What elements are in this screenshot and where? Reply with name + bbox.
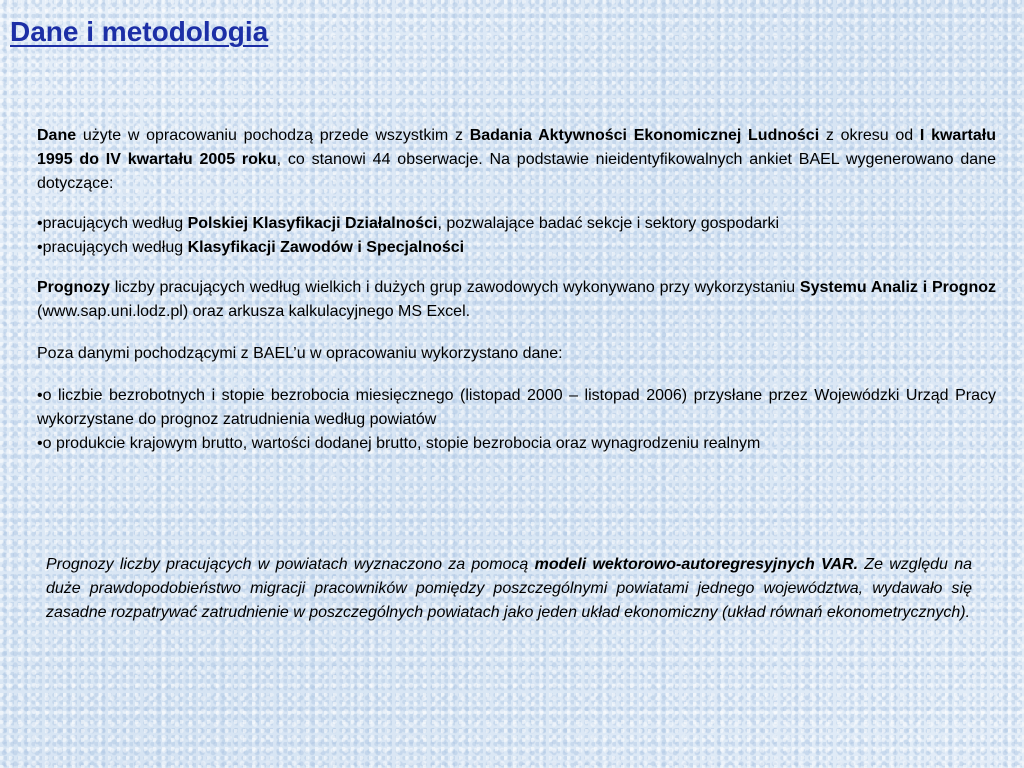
bold-period: I kwartału 1995 do IV kwartału 2005 roku <box>37 127 996 168</box>
spacer <box>37 196 996 212</box>
text-segment: , co stanowi 44 obserwacje. Na podstawie nieidentyfikowalnych ankiet BAEL wygenerowano dane dotyczące: <box>37 151 996 192</box>
text-segment: Ze względu na duże prawdopodobieństwo migracji pracowników pomiędzy poszczególnymi powiatami jednego województwa, wydawało się zasadne rozpatrywać zatrudnienie w poszczególnych powiatach jako jeden układ ekonomiczny (układ równań ekonometrycznych). <box>46 556 973 621</box>
paragraph-data-source <box>37 124 996 196</box>
text-segment: (www.sap.uni.lodz.pl) oraz arkusza kalkulacyjnego MS Excel. <box>37 303 471 320</box>
bold-bael: Badania Aktywności Ekonomicznej Ludności <box>469 127 820 144</box>
bold-prognozy: Prognozy <box>37 279 110 296</box>
bold-sap: Systemu Analiz i Prognoz <box>799 279 996 296</box>
text-segment: z okresu od <box>819 127 920 144</box>
bullet-pkd <box>37 212 996 236</box>
text-segment: użyte w opracowaniu pochodzą przede wszystkim z <box>76 127 470 144</box>
text-segment: liczby pracujących według wielkich i dużych grup zawodowych wykonywano przy wykorzystaniu <box>109 279 800 296</box>
page-title: Dane i metodologia <box>10 16 269 47</box>
bold-pkd: Polskiej Klasyfikacji Działalności <box>187 215 438 232</box>
bullet-unemployment: •o liczbie bezrobotnych i stopie bezrobocia miesięcznego (listopad 2000 – listopad 2006) przysłane przez Wojewódzki Urząd Pracy wykorzystane do prognoz zatrudnienia według powiatów <box>37 387 996 428</box>
main-content <box>37 124 996 456</box>
spacer <box>37 366 996 384</box>
spacer <box>37 324 996 342</box>
paragraph-var <box>46 553 972 625</box>
paragraph-forecasts <box>37 276 996 324</box>
text-segment: •pracujących według <box>37 239 188 256</box>
spacer <box>37 260 996 276</box>
bold-kzis: Klasyfikacji Zawodów i Specjalności <box>187 239 465 256</box>
text-segment: •pracujących według <box>37 215 188 232</box>
var-model-note <box>46 553 972 625</box>
text-segment: , pozwalające badać sekcje i sektory gospodarki <box>437 215 779 232</box>
bullet-gdp: •o produkcie krajowym brutto, wartości dodanej brutto, stopie bezrobocia oraz wynagrodzeniu realnym <box>37 435 761 452</box>
text-segment: Prognozy liczby pracujących w powiatach wyznaczono za pomocą <box>46 556 535 573</box>
bold-var: modeli wektorowo-autoregresyjnych VAR. <box>534 556 859 573</box>
bullet-kzis <box>37 236 996 260</box>
bold-dane: Dane <box>37 127 77 144</box>
paragraph-other-data: Poza danymi pochodzącymi z BAEL’u w opracowaniu wykorzystano dane: <box>37 345 563 362</box>
